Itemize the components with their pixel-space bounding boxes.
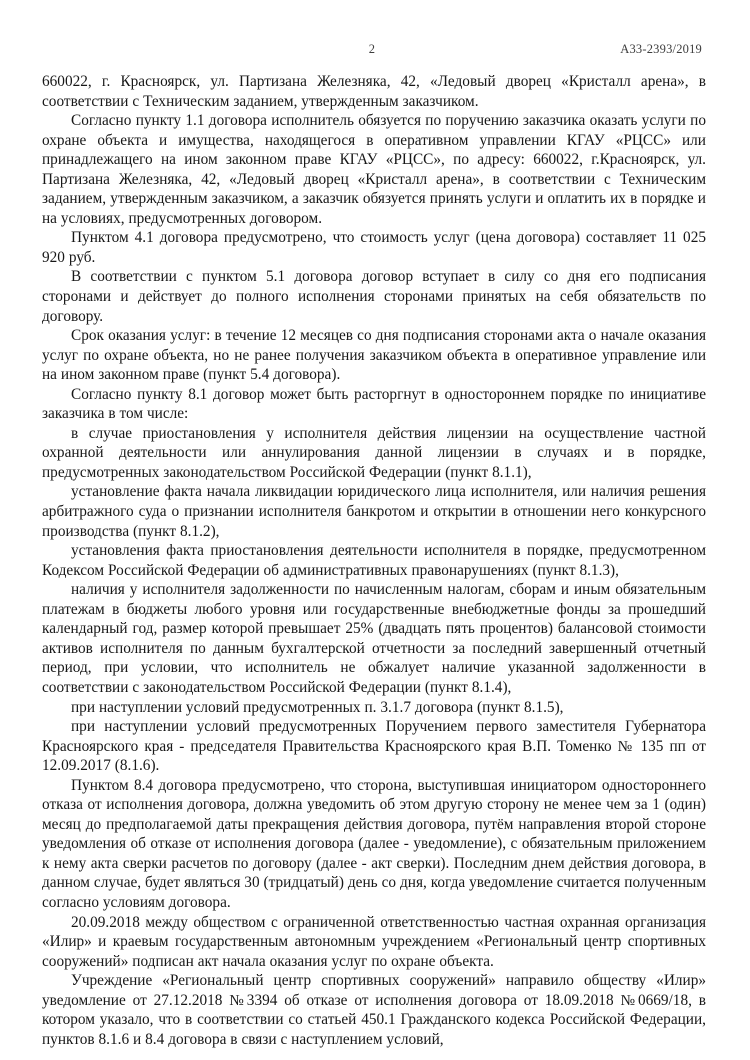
paragraph-clause-5-1-term: В соответствии с пунктом 5.1 договора договор вступает в силу со дня его подписания сторонами и действует до полного исполнения сторонами принятых на себя обязательств по договору.	[42, 268, 706, 325]
case-number: А33-2393/2019	[620, 42, 702, 56]
paragraph-clause-8-1-6: при наступлении условий предусмотренных Поручением первого заместителя Губернатора Красноярского края - председателя Правительства Красноярского края В.П. Томенко № 135 пп от 12.09.2017 (8.1.6).	[42, 718, 706, 775]
paragraph-clause-8-1-2: установление факта начала ликвидации юридического лица исполнителя, или наличия решения арбитражного суда о признании исполнителя банкротом и открытии в отношении него конкурсного производства (пункт 8.1.2),	[42, 483, 706, 540]
paragraph-clause-5-4-service-term: Срок оказания услуг: в течение 12 месяцев со дня подписания сторонами акта о начале оказания услуг по охране объекта, но не ранее получения заказчиком объекта в оперативное управление или на ином законном праве (пункт 5.4 договора).	[42, 327, 706, 384]
document-body	[42, 72, 706, 1049]
paragraph-clause-8-1-1: в случае приостановления у исполнителя действия лицензии на осуществление частной охранной деятельности или аннулирования данной лицензии в случаях и в порядке, предусмотренных законодательством Российской Федерации (пункт 8.1.1),	[42, 424, 706, 481]
page-header	[42, 42, 702, 62]
paragraph-notice-of-refusal: Учреждение «Региональный центр спортивных сооружений» направило обществу «Илир» уведомление от 27.12.2018 №3394 об отказе от исполнения договора от 18.09.2018 №0669/18, в котором указало, что в соответствии со статьей 450.1 Гражданского кодекса Российской Федерации, пунктов 8.1.6 и 8.4 договора в связи с наступлением условий,	[42, 972, 706, 1048]
paragraph-clause-8-1-5: при наступлении условий предусмотренных п. 3.1.7 договора (пункт 8.1.5),	[71, 698, 564, 716]
paragraph-clause-8-1-termination: Согласно пункту 8.1 договор может быть расторгнут в одностороннем порядке по инициативе заказчика в том числе:	[42, 385, 706, 423]
paragraph-clause-8-1-4: наличия у исполнителя задолженности по начисленным налогам, сборам и иным обязательным платежам в бюджеты любого уровня или государственные внебюджетные фонды за прошедший календарный год, размер которой превышает 25% (двадцать пять процентов) балансовой стоимости активов исполнителя по данным бухгалтерской отчетности за последний завершенный отчетный период, при условии, что исполнитель не обжалует наличие указанной задолженности в соответствии с законодательством Российской Федерации (пункт 8.1.4),	[42, 581, 706, 696]
page-number: 2	[368, 42, 376, 56]
paragraph-address-continuation: 660022, г. Красноярск, ул. Партизана Железняка, 42, «Ледовый дворец «Кристалл арена», в соответствии с Техническим заданием, утвержденным заказчиком.	[42, 73, 706, 110]
paragraph-clause-4-1-price: Пунктом 4.1 договора предусмотрено, что стоимость услуг (цена договора) составляет 11 025 920 руб.	[42, 229, 706, 266]
paragraph-clause-1-1: Согласно пункту 1.1 договора исполнитель обязуется по поручению заказчика оказать услуги по охране объекта и имущества, находящегося в оперативном управлении КГАУ «РЦСС» или принадлежащего на ином законном праве КГАУ «РЦСС», по адресу: 660022, г.Красноярск, ул. Партизана Железняка, 42, «Ледовый дворец «Кристалл арена», в соответствии с Техническим заданием, утвержденным заказчиком, а заказчик обязуется принять услуги и оплатить их в порядке и на условиях, предусмотренных договором.	[42, 112, 706, 227]
paragraph-clause-8-4-notice: Пунктом 8.4 договора предусмотрено, что сторона, выступившая инициатором одностороннего отказа от исполнения договора, должна уведомить об этом другую сторону не менее чем за 1 (один) месяц до предполагаемой даты прекращения действия договора, путём направления второй стороне уведомления об отказе от исполнения договора (далее - уведомление), с обязательным приложением к нему акта сверки расчетов по договору (далее - акт сверки). Последним днем действия договора, в данном случае, будет являться 30 (тридцатый) день со дня, когда уведомление считается полученным согласно условиям договора.	[42, 776, 706, 911]
paragraph-clause-8-1-3: установления факта приостановления деятельности исполнителя в порядке, предусмотренном Кодексом Российской Федерации об административных правонарушениях (пункт 8.1.3),	[42, 542, 706, 579]
paragraph-act-start-of-services: 20.09.2018 между обществом с ограниченной ответственностью частная охранная организация «Илир» и краевым государственным автономным учреждением «Региональный центр спортивных сооружений» подписан акт начала оказания услуг по охране объекта.	[42, 913, 706, 970]
